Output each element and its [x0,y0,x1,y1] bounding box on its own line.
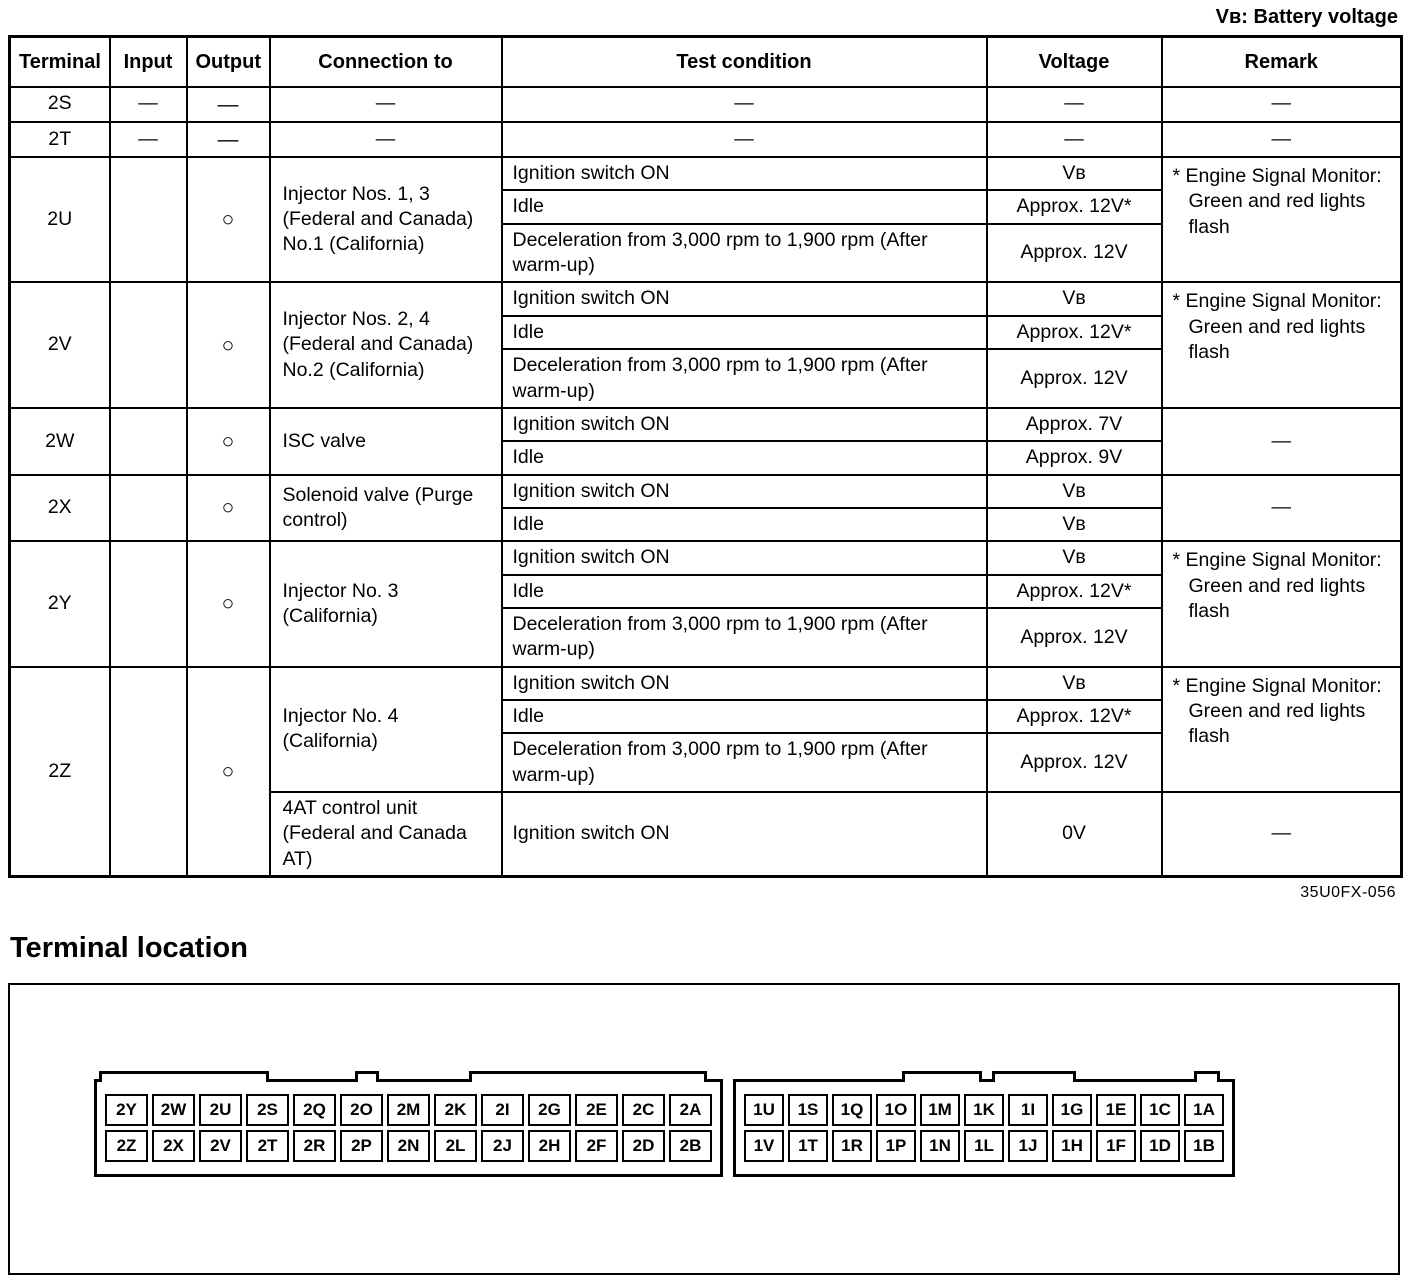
terminal-pin-2T: 2T [246,1130,289,1162]
terminal-pin-1Q: 1Q [832,1094,872,1126]
test-condition-cell: Idle [502,700,987,733]
test-condition-cell: — [502,122,987,157]
terminal-id-cell: 2X [10,475,110,542]
voltage-cell: Vʙ [987,157,1162,190]
remark-cell: * Engine Signal Monitor: Green and red lights flash [1162,541,1402,666]
voltage-cell: — [987,87,1162,122]
voltage-cell: Approx. 7V [987,408,1162,441]
terminal-pin-2X: 2X [152,1130,195,1162]
terminal-row-2S-g0-c0 [10,87,1402,122]
remark-cell: — [1162,122,1402,157]
voltage-cell: Vʙ [987,475,1162,508]
terminal-pin-2M: 2M [387,1094,430,1126]
header-row [10,37,1402,87]
terminal-id-cell: 2V [10,282,110,407]
column-header-voltage: Voltage [987,37,1162,87]
input-cell [110,667,187,877]
input-cell [110,475,187,542]
terminal-pin-1T: 1T [788,1130,828,1162]
remark-cell: * Engine Signal Monitor: Green and red lights flash [1162,282,1402,407]
terminal-pin-2R: 2R [293,1130,336,1162]
connector-key-tab [355,1071,379,1082]
remark-cell: — [1162,792,1402,877]
input-cell: — [110,87,187,122]
terminal-id-cell: 2W [10,408,110,475]
terminal-pin-2J: 2J [481,1130,524,1162]
terminal-pin-1O: 1O [876,1094,916,1126]
terminal-pin-2A: 2A [669,1094,712,1126]
voltage-cell: Vʙ [987,667,1162,700]
terminal-pin-1K: 1K [964,1094,1004,1126]
terminal-pin-2N: 2N [387,1130,430,1162]
output-cell: — [187,122,270,157]
terminal-pin-2O: 2O [340,1094,383,1126]
terminal-pin-2B: 2B [669,1130,712,1162]
test-condition-cell: Deceleration from 3,000 rpm to 1,900 rpm (After warm-up) [502,349,987,408]
terminal-row-2Z-g0-c0 [10,667,1402,700]
test-condition-cell: Deceleration from 3,000 rpm to 1,900 rpm (After warm-up) [502,608,987,667]
remark-cell: * Engine Signal Monitor: Green and red lights flash [1162,667,1402,792]
connection-cell: — [270,122,502,157]
pin-row [744,1130,1224,1162]
output-cell: ○ [187,157,270,282]
terminal-pin-1N: 1N [920,1130,960,1162]
connector-key-tab [1194,1071,1220,1082]
terminal-pin-1A: 1A [1184,1094,1224,1126]
connector-key-tab [992,1071,1076,1082]
column-header-remark: Remark [1162,37,1402,87]
terminal-pin-1I: 1I [1008,1094,1048,1126]
terminal-id-cell: 2T [10,122,110,157]
column-header-test-condition: Test condition [502,37,987,87]
output-cell: ○ [187,475,270,542]
terminal-pin-2W: 2W [152,1094,195,1126]
test-condition-cell: Ignition switch ON [502,408,987,441]
table-header [10,37,1402,87]
connector-key-tab [99,1071,269,1082]
test-condition-cell: Ignition switch ON [502,792,987,877]
terminal-pin-2P: 2P [340,1130,383,1162]
test-condition-cell: Idle [502,190,987,223]
terminal-row-2Y-g0-c0 [10,541,1402,574]
voltage-cell: Vʙ [987,508,1162,541]
terminal-pin-2V: 2V [199,1130,242,1162]
voltage-cell: Approx. 12V [987,349,1162,408]
terminal-id-cell: 2U [10,157,110,282]
test-condition-cell: Deceleration from 3,000 rpm to 1,900 rpm (After warm-up) [502,733,987,792]
terminal-pin-1G: 1G [1052,1094,1092,1126]
connection-cell: Injector Nos. 1, 3 (Federal and Canada) No.1 (California) [270,157,502,282]
output-cell: — [187,87,270,122]
test-condition-cell: Idle [502,441,987,474]
terminal-pin-1C: 1C [1140,1094,1180,1126]
terminal-row-2X-g0-c0 [10,475,1402,508]
input-cell [110,408,187,475]
terminal-pin-1H: 1H [1052,1130,1092,1162]
terminal-pin-1L: 1L [964,1130,1004,1162]
pin-row [105,1130,712,1162]
test-condition-cell: Ignition switch ON [502,282,987,315]
terminal-pin-2H: 2H [528,1130,571,1162]
column-header-output: Output [187,37,270,87]
terminal-pin-2Q: 2Q [293,1094,336,1126]
voltage-cell: Approx. 12V* [987,190,1162,223]
terminal-pin-2I: 2I [481,1094,524,1126]
terminal-pin-2F: 2F [575,1130,618,1162]
column-header-terminal: Terminal [10,37,110,87]
input-cell [110,282,187,407]
table-body [10,87,1402,877]
test-condition-cell: Ignition switch ON [502,667,987,700]
input-cell [110,541,187,666]
terminal-pin-2S: 2S [246,1094,289,1126]
terminal-pin-1J: 1J [1008,1130,1048,1162]
voltage-cell: Approx. 12V [987,733,1162,792]
voltage-cell: Approx. 12V* [987,575,1162,608]
figure-code: 35U0FX-056 [1300,884,1396,901]
pin-grid-right [744,1094,1224,1162]
test-condition-cell: Ignition switch ON [502,157,987,190]
voltage-cell: 0V [987,792,1162,877]
terminal-pin-1R: 1R [832,1130,872,1162]
voltage-cell: Vʙ [987,541,1162,574]
terminal-pin-2E: 2E [575,1094,618,1126]
input-cell [110,157,187,282]
terminal-id-cell: 2Y [10,541,110,666]
pin-row [105,1094,712,1126]
terminal-pin-1U: 1U [744,1094,784,1126]
voltage-cell: — [987,122,1162,157]
connection-cell: Injector No. 3 (California) [270,541,502,666]
connector-key-tab [902,1071,982,1082]
pin-grid-left [105,1094,712,1162]
terminal-pin-2U: 2U [199,1094,242,1126]
terminal-id-cell: 2S [10,87,110,122]
terminal-pin-1B: 1B [1184,1130,1224,1162]
connector-key-tab [469,1071,707,1082]
output-cell: ○ [187,541,270,666]
voltage-cell: Approx. 12V [987,608,1162,667]
terminal-id-cell: 2Z [10,667,110,877]
section-title: Terminal location [10,932,248,964]
column-header-connection-to: Connection to [270,37,502,87]
connection-cell: 4AT control unit (Federal and Canada AT) [270,792,502,877]
test-condition-cell: Ignition switch ON [502,475,987,508]
voltage-cell: Approx. 12V* [987,700,1162,733]
terminal-pin-2C: 2C [622,1094,665,1126]
connection-cell: Solenoid valve (Purge control) [270,475,502,542]
terminal-voltage-table [8,35,1403,878]
remark-cell: — [1162,475,1402,542]
input-cell: — [110,122,187,157]
terminal-pin-1P: 1P [876,1130,916,1162]
connector-shell-right [733,1079,1235,1177]
battery-voltage-note: Vʙ: Battery voltage [1215,6,1398,28]
voltage-cell: Approx. 12V [987,224,1162,283]
test-condition-cell: Idle [502,316,987,349]
output-cell: ○ [187,667,270,877]
terminal-row-2T-g0-c0 [10,122,1402,157]
terminal-pin-1S: 1S [788,1094,828,1126]
connection-cell: Injector Nos. 2, 4 (Federal and Canada) No.2 (California) [270,282,502,407]
remark-cell: * Engine Signal Monitor: Green and red lights flash [1162,157,1402,282]
test-condition-cell: — [502,87,987,122]
terminal-pin-2K: 2K [434,1094,477,1126]
voltage-cell: Vʙ [987,282,1162,315]
connector-shell-left [94,1079,723,1177]
terminal-pin-1E: 1E [1096,1094,1136,1126]
test-condition-cell: Idle [502,508,987,541]
connection-cell: — [270,87,502,122]
pin-row [744,1094,1224,1126]
voltage-cell: Approx. 9V [987,441,1162,474]
terminal-pin-2G: 2G [528,1094,571,1126]
terminal-location-diagram [8,983,1400,1275]
test-condition-cell: Deceleration from 3,000 rpm to 1,900 rpm (After warm-up) [502,224,987,283]
terminal-pin-1F: 1F [1096,1130,1136,1162]
output-cell: ○ [187,282,270,407]
terminal-pin-2L: 2L [434,1130,477,1162]
terminal-row-2V-g0-c0 [10,282,1402,315]
test-condition-cell: Ignition switch ON [502,541,987,574]
terminal-pin-2Z: 2Z [105,1130,148,1162]
terminal-pin-2Y: 2Y [105,1094,148,1126]
terminal-pin-1D: 1D [1140,1130,1180,1162]
output-cell: ○ [187,408,270,475]
column-header-input: Input [110,37,187,87]
remark-cell: — [1162,87,1402,122]
voltage-cell: Approx. 12V* [987,316,1162,349]
connection-cell: ISC valve [270,408,502,475]
terminal-pin-2D: 2D [622,1130,665,1162]
terminal-pin-1M: 1M [920,1094,960,1126]
connector-assembly [94,1079,1235,1177]
remark-cell: — [1162,408,1402,475]
terminal-row-2U-g0-c0 [10,157,1402,190]
terminal-row-2W-g0-c0 [10,408,1402,441]
connection-cell: Injector No. 4 (California) [270,667,502,792]
terminal-pin-1V: 1V [744,1130,784,1162]
test-condition-cell: Idle [502,575,987,608]
